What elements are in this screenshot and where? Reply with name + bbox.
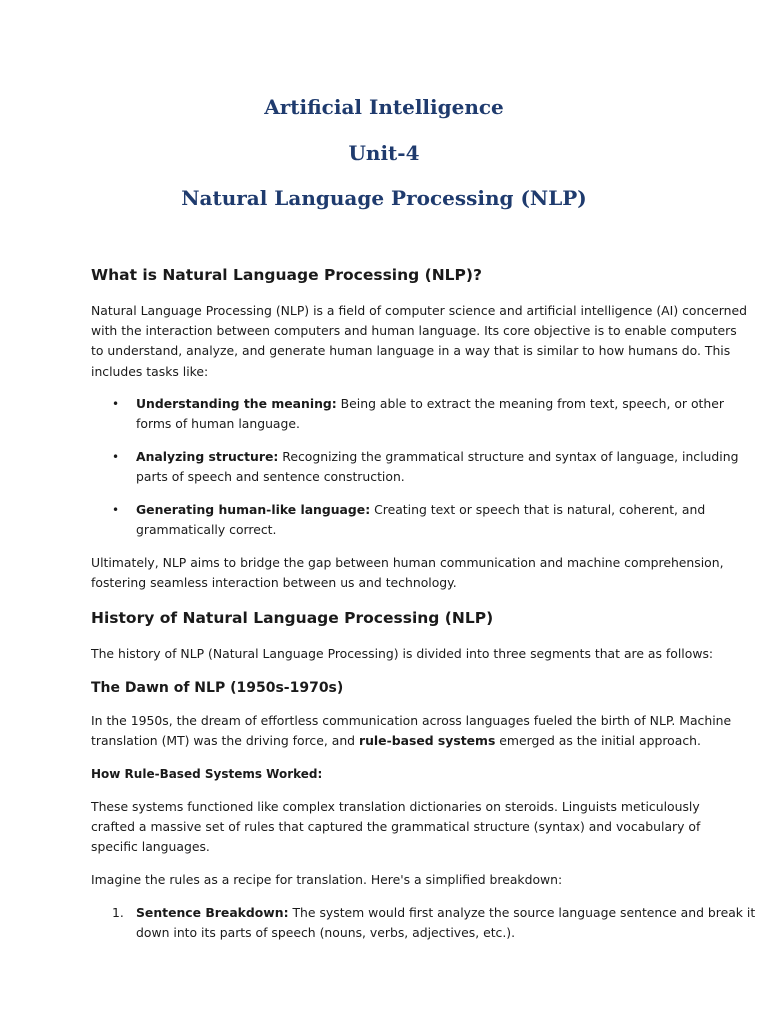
step-text: The system would first analyze the source language sentence and break it	[288, 905, 756, 920]
conclusion-paragraph	[91, 553, 724, 593]
bullet-text: parts of speech and sentence construction.	[136, 469, 405, 485]
conclusion-line: Ultimately, NLP aims to bridge the gap between human communication and machine comprehension,	[91, 555, 724, 570]
course-title: Artificial Intelligence	[264, 95, 504, 119]
subheading-dawn-of-nlp: The Dawn of NLP (1950s-1970s)	[91, 680, 344, 696]
unit-title: Unit-4	[348, 141, 420, 165]
history-intro	[91, 644, 714, 664]
intro-line: to understand, analyze, and generate human language in a way that is similar to how humans do. This	[91, 343, 731, 359]
dawn-line-text: emerged as the initial approach.	[495, 733, 701, 749]
bullet-text: Recognizing the grammatical structure and syntax of language, including	[278, 449, 739, 464]
imagine-line: Imagine the rules as a recipe for translation. Here's a simplified breakdown:	[91, 872, 563, 887]
bullet-icon: •	[112, 503, 120, 517]
step-term: Sentence Breakdown:	[136, 905, 289, 920]
dawn-line-bold: rule-based systems	[358, 733, 496, 749]
imagine-paragraph	[91, 870, 687, 890]
bullet-term: Generating human-like language:	[136, 502, 371, 517]
dawn-paragraph	[91, 711, 732, 751]
how-line: specific languages.	[91, 839, 210, 855]
history-intro-line: The history of NLP (Natural Language Processing) is divided into three segments that are as follows:	[91, 646, 714, 661]
how-line: crafted a massive set of rules that captured the grammatical structure (syntax) and vocabulary of	[91, 819, 701, 835]
subheading-how-rule-based: How Rule-Based Systems Worked:	[91, 767, 323, 781]
bullet-text: Creating text or speech that is natural, coherent, and	[370, 502, 706, 517]
step-text: down into its parts of speech (nouns, verbs, adjectives, etc.).	[136, 925, 516, 941]
bullet-text: Being able to extract the meaning from text, speech, or other	[336, 396, 724, 411]
list-number: 1.	[112, 905, 124, 920]
bullet-text: grammatically correct.	[136, 522, 277, 538]
topic-title: Natural Language Processing (NLP)	[181, 186, 587, 210]
dawn-line: In the 1950s, the dream of effortless communication across languages fueled the birth of NLP. Machine	[91, 713, 732, 728]
intro-paragraph	[91, 301, 747, 382]
section-heading-history: History of Natural Language Processing (NLP)	[91, 609, 494, 627]
how-paragraph	[91, 797, 701, 858]
dawn-line-text: translation (MT) was the driving force, and	[91, 733, 359, 749]
bullet-icon: •	[112, 450, 120, 464]
conclusion-line: fostering seamless interaction between us and technology.	[91, 575, 457, 591]
how-line: These systems functioned like complex translation dictionaries on steroids. Linguists meticulously	[91, 799, 700, 814]
bullet-text: forms of human language.	[136, 416, 300, 432]
bullet-icon: •	[112, 397, 120, 411]
bullet-term: Understanding the meaning:	[136, 396, 337, 411]
section-heading-what-is-nlp: What is Natural Language Processing (NLP)?	[91, 266, 482, 284]
intro-line: Natural Language Processing (NLP) is a field of computer science and artificial intelligence (AI) concerned	[91, 303, 747, 318]
intro-line: with the interaction between computers and human language. Its core objective is to enable computers	[91, 323, 737, 339]
bullet-term: Analyzing structure:	[136, 449, 279, 464]
intro-line: includes tasks like:	[91, 363, 209, 379]
